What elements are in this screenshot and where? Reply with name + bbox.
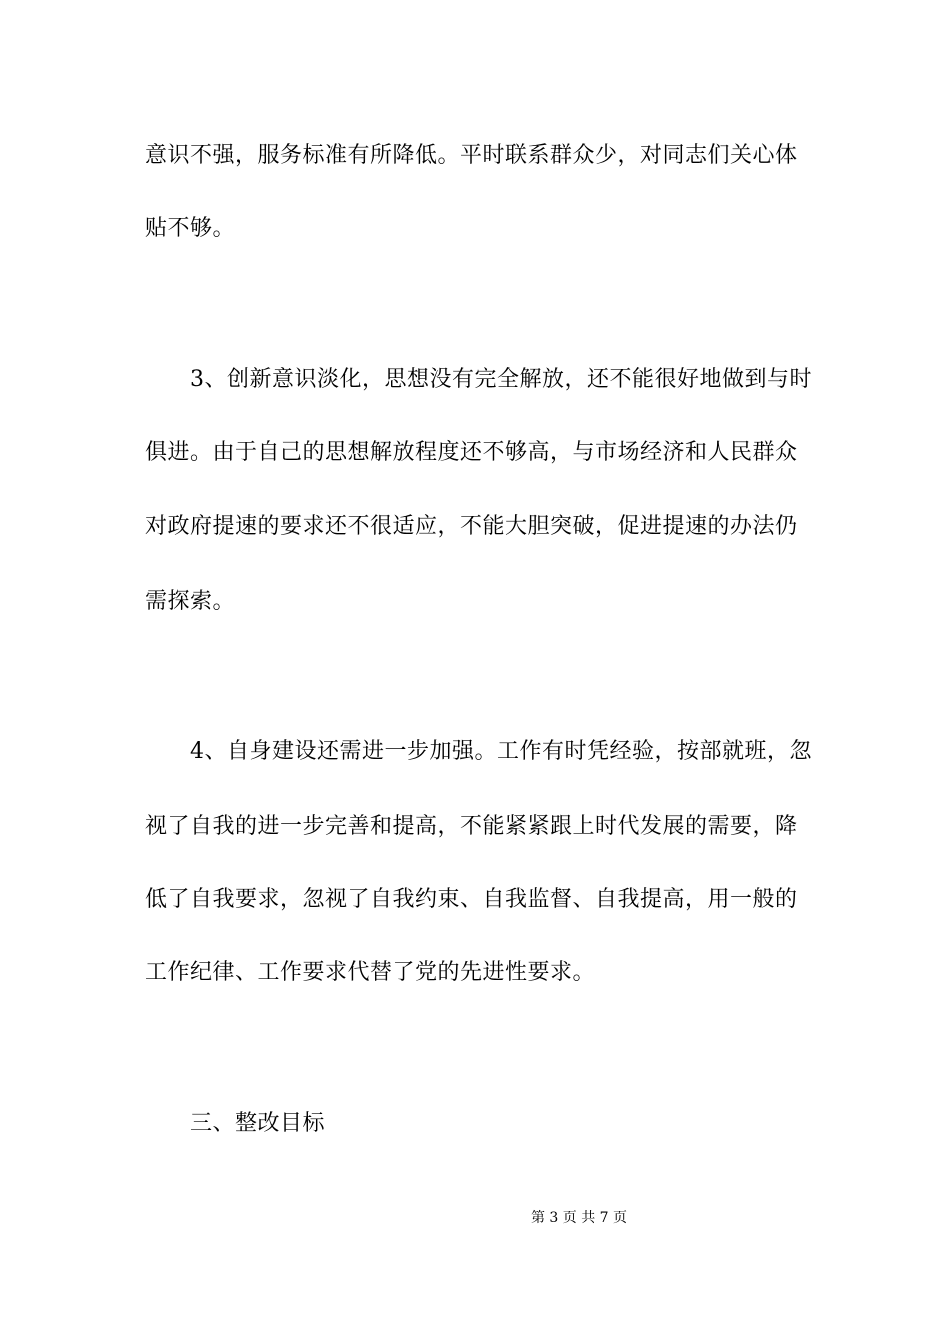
paragraph-line: 贴不够。: [145, 216, 236, 241]
item-4-line: 视了自我的进一步完善和提高，不能紧紧跟上时代发展的需要，降: [145, 814, 798, 839]
item-4-line: 4、自身建设还需进一步加强。工作有时凭经验，按部就班，忽: [190, 739, 812, 764]
item-4-line: 低了自我要求，忽视了自我约束、自我监督、自我提高，用一般的: [145, 887, 798, 912]
item-3-line: 俱进。由于自己的思想解放程度还不够高，与市场经济和人民群众: [145, 440, 798, 465]
item-3-line: 3、创新意识淡化，思想没有完全解放，还不能很好地做到与时: [190, 367, 812, 392]
item-3-line: 需探索。: [145, 589, 236, 614]
section-heading: 三、整改目标: [190, 1111, 326, 1136]
item-3-line: 对政府提速的要求还不很适应，不能大胆突破，促进提速的办法仍: [145, 514, 798, 539]
item-4-line: 工作纪律、工作要求代替了党的先进性要求。: [145, 960, 596, 985]
page-footer: 第 3 页 共 7 页: [530, 1210, 628, 1226]
paragraph-line: 意识不强，服务标准有所降低。平时联系群众少，对同志们关心体: [145, 143, 798, 168]
